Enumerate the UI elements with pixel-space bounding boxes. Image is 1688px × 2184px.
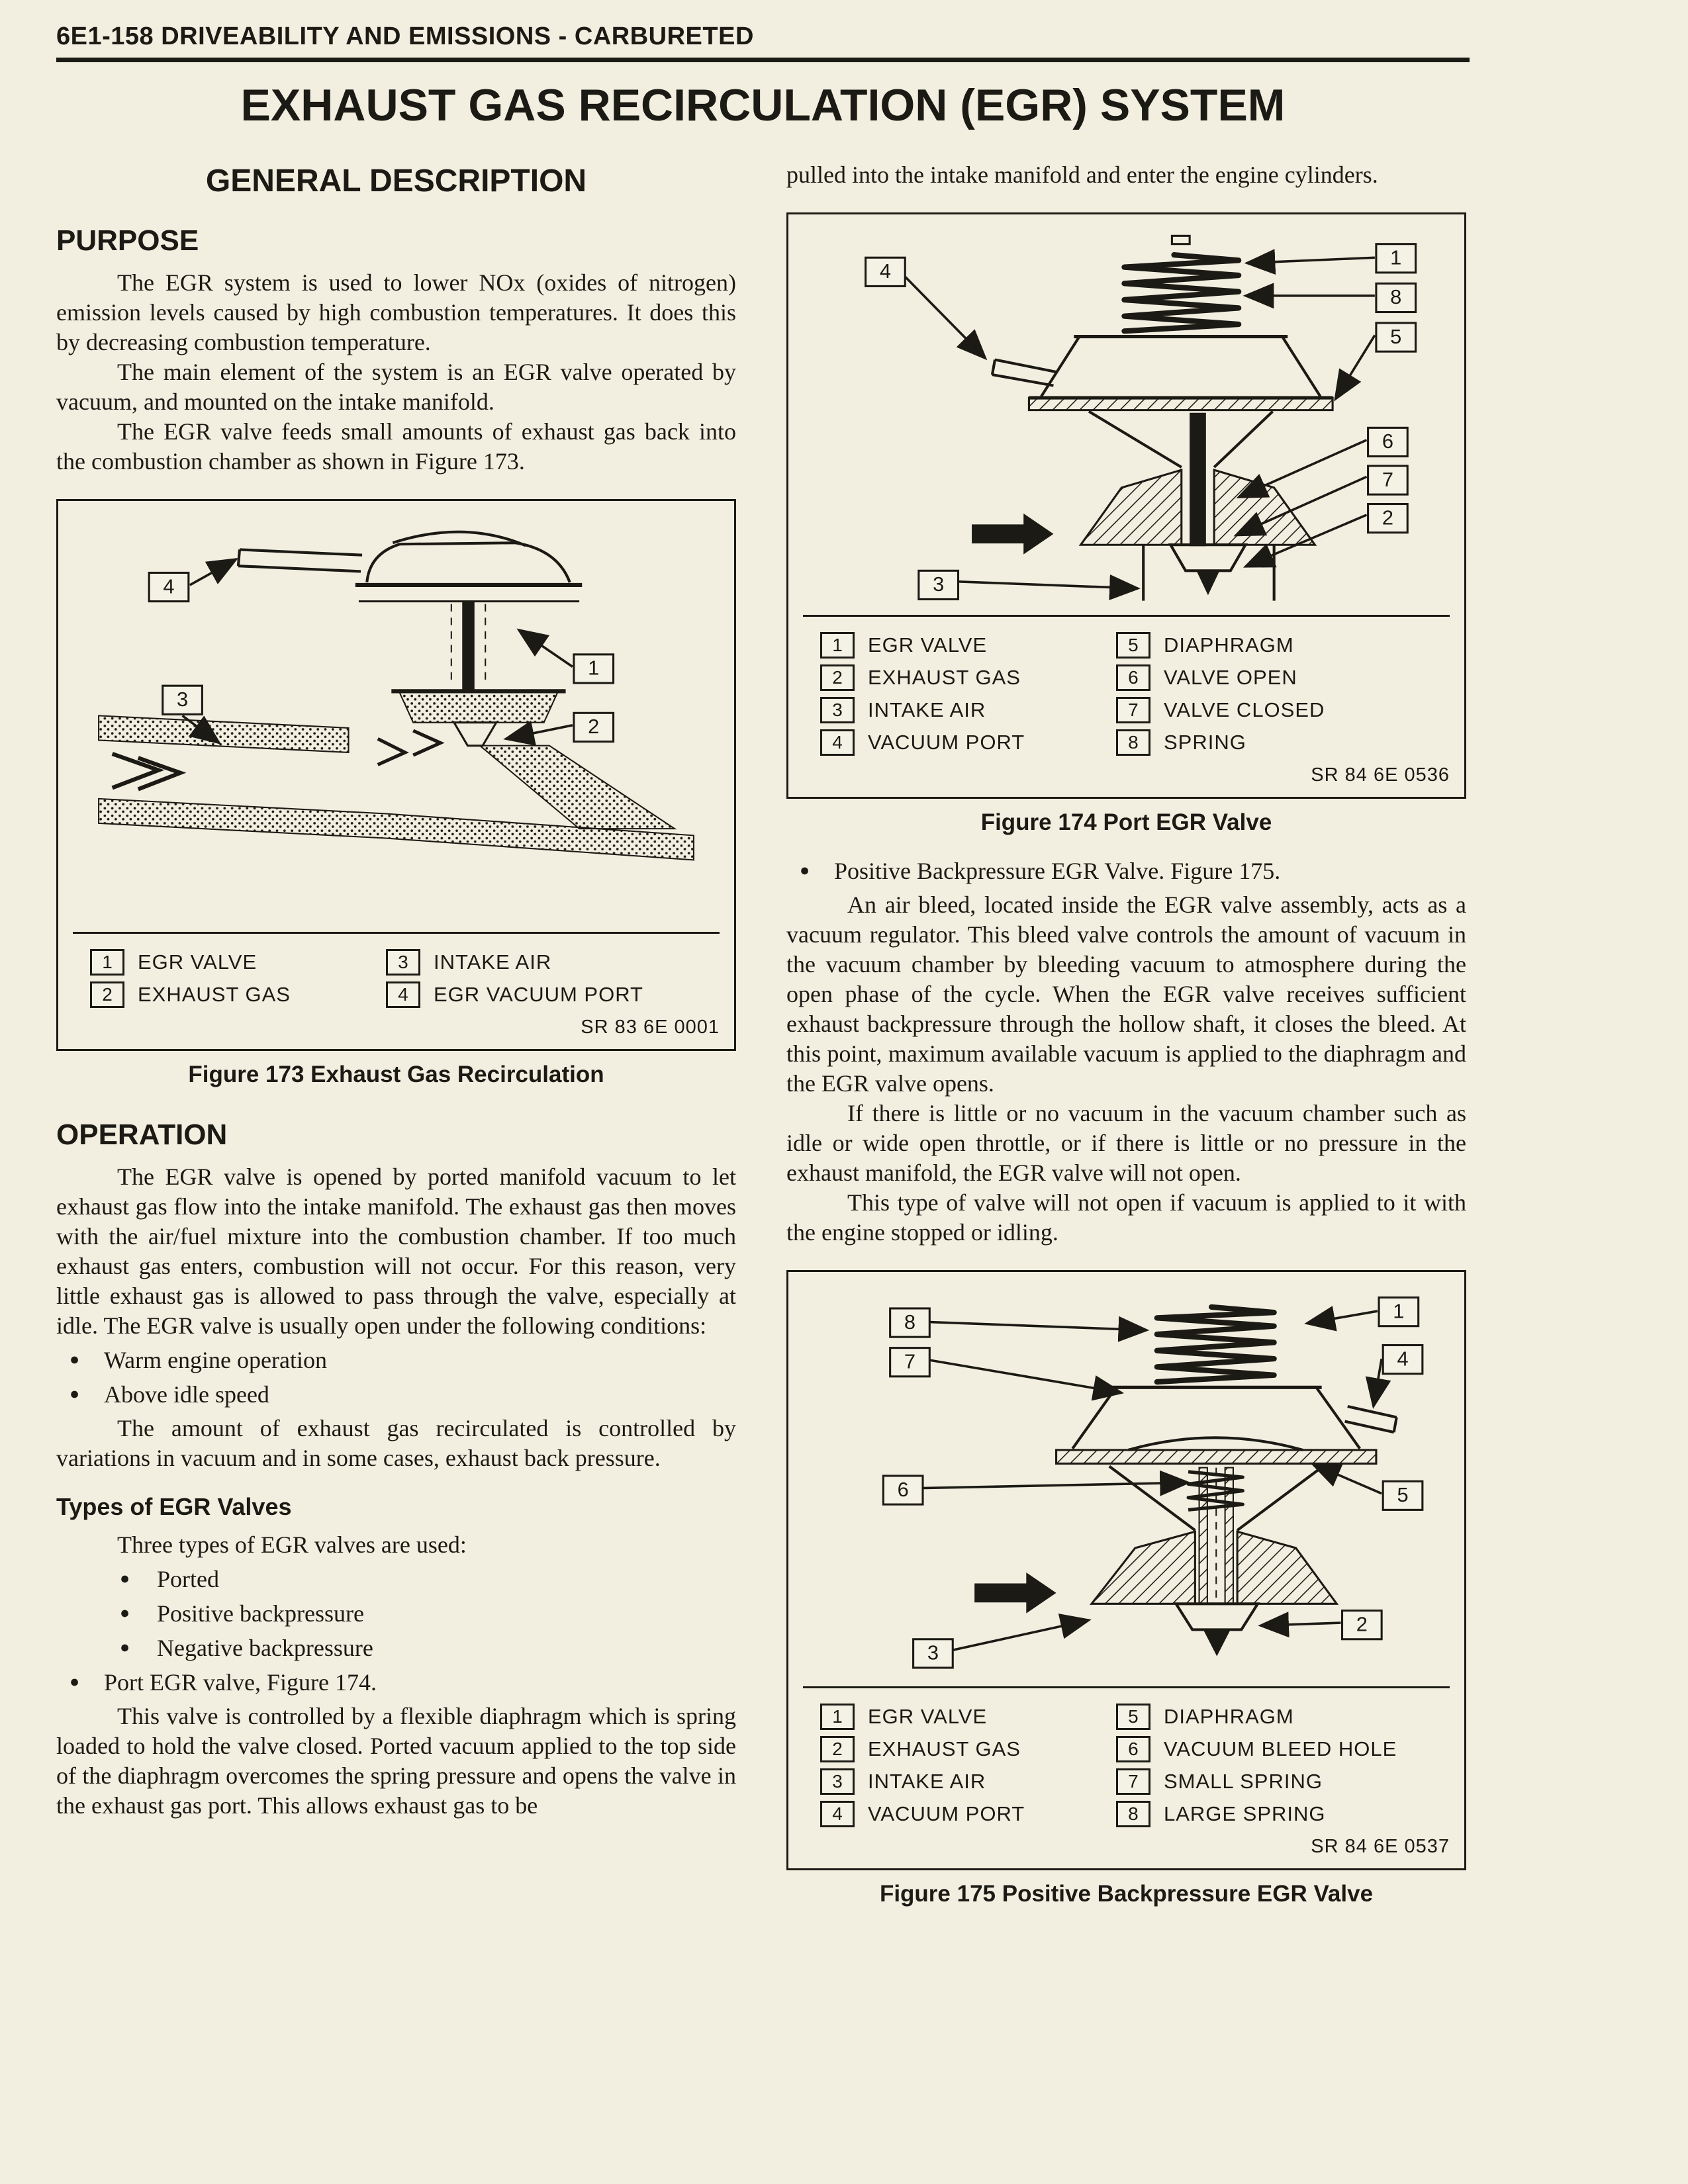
legend-label: VACUUM PORT [868, 1801, 1025, 1825]
legend-divider [803, 1686, 1450, 1688]
legend-label: VACUUM BLEED HOLE [1163, 1737, 1397, 1760]
legend-num: 3 [386, 949, 420, 976]
callout-intake-air [163, 686, 203, 714]
legend-num: 3 [820, 1768, 855, 1795]
legend-num: 2 [820, 664, 855, 691]
port-egr-valve-diagram [803, 228, 1450, 612]
callout-vacuum-port [866, 257, 906, 286]
legend-num: 2 [90, 981, 124, 1008]
type-bullet-ported [56, 1564, 736, 1594]
legend-num: 8 [1116, 729, 1150, 756]
legend-label: INTAKE AIR [868, 1769, 986, 1793]
callout-valve-closed [1368, 466, 1408, 494]
bullet-text: Warm engine operation [104, 1347, 327, 1374]
legend-item [820, 1704, 1116, 1730]
figure-ref-code: SR 83 6E 0001 [581, 1017, 720, 1038]
figure-175 [786, 1270, 1466, 1907]
figure-175-legend [803, 1686, 1450, 1858]
callout-large-spring [890, 1308, 930, 1337]
figure-175-caption: Figure 175 Positive Backpressure EGR Valve [879, 1880, 1374, 1907]
legend-label: EGR VALVE [138, 950, 258, 974]
legend-num: 4 [820, 729, 855, 756]
legend-num: 6 [1116, 664, 1150, 691]
legend-item [386, 949, 720, 976]
legend-label: INTAKE AIR [868, 698, 986, 722]
legend-label: VALVE CLOSED [1163, 698, 1325, 722]
egr-recirculation-diagram [73, 514, 720, 929]
legend-item [820, 729, 1116, 756]
legend-num: 1 [820, 632, 855, 659]
backpressure-paragraph-1: An air bleed, located inside the EGR valve assembly, acts as a vacuum regulator. This bleed valve controls the amount of vacuum in the vacuum chamber by bleeding vacuum to atmosphere during the open phase of the cycle. When the EGR valve receives sufficient exhaust backpressure through the hollow shaft, it closes the bleed. At this point, maximum available vacuum is applied to the diaphragm and the EGR valve opens. [786, 891, 1466, 1097]
purpose-paragraph-1: The EGR system is used to lower NOx (oxides of nitrogen) emission levels caused by high combustion temperatures. It does this by decreasing combustion temperature. [56, 269, 736, 355]
legend-item [1116, 729, 1450, 756]
type-bullet-negative [56, 1633, 736, 1663]
legend-label: LARGE SPRING [1163, 1801, 1326, 1825]
bullet-icon: ● [70, 1385, 80, 1404]
legend-item [1116, 697, 1450, 723]
callout-vacuum-port [1383, 1345, 1423, 1374]
legend-label: EXHAUST GAS [868, 666, 1021, 690]
port-paragraph: This valve is controlled by a flexible diaphragm which is spring loaded to hold the valve closed. Ported vacuum applied to the top side of the diaphragm overcomes the spring pressure and opens the valve in the exhaust gas port. This allows exhaust gas to be [56, 1703, 736, 1819]
types-heading: Types of EGR Valves [56, 1493, 292, 1521]
backpressure-egr-valve-diagram [803, 1285, 1450, 1684]
operation-paragraph-1: The EGR valve is opened by ported manifold vacuum to let exhaust gas flow into the intake manifold. The exhaust gas then moves with the air/fuel mixture into the combustion chamber. If too much exhaust gas enters, combustion will not occur. For this reason, very little exhaust gas is allowed to pass through the valve, especially at idle. The EGR valve is usually open under the following conditions: [56, 1163, 736, 1340]
callout-exhaust-gas [1368, 504, 1408, 533]
legend-label: VACUUM PORT [868, 731, 1025, 754]
operation-paragraph-2: The amount of exhaust gas recirculated is controlled by variations in vacuum and in some cases, exhaust back pressure. [56, 1415, 736, 1472]
svg-text:3: 3 [177, 688, 189, 711]
figure-173-legend [73, 932, 720, 1038]
legend-item [1116, 632, 1450, 659]
callout-small-spring [890, 1348, 930, 1377]
svg-text:6: 6 [897, 1477, 909, 1501]
callout-intake-air [914, 1639, 953, 1668]
purpose-paragraph-3: The EGR valve feeds small amounts of exhaust gas back into the combustion chamber as shown in Figure 173. [56, 418, 736, 475]
legend-num: 3 [820, 697, 855, 723]
callout-egr-valve [574, 655, 614, 683]
svg-text:6: 6 [1382, 430, 1393, 453]
legend-item [90, 949, 386, 976]
callout-spring [1376, 283, 1416, 312]
operation-bullet-2 [56, 1379, 736, 1410]
legend-num: 6 [1116, 1736, 1150, 1762]
types-intro: Three types of EGR valves are used: [117, 1531, 467, 1559]
figure-ref-code: SR 84 6E 0537 [1311, 1835, 1450, 1857]
bullet-icon: ● [120, 1639, 130, 1657]
legend-num: 4 [820, 1801, 855, 1827]
bullet-text: Port EGR valve, Figure 174. [104, 1669, 377, 1696]
svg-text:1: 1 [1393, 1299, 1405, 1323]
bullet-text: Positive Backpressure EGR Valve. Figure 175. [834, 858, 1281, 885]
svg-text:1: 1 [1390, 246, 1402, 269]
legend-divider [803, 615, 1450, 617]
callout-exhaust-gas [574, 713, 614, 741]
legend-num: 5 [1116, 632, 1150, 659]
callout-egr-valve [1379, 1298, 1419, 1326]
two-column-layout [56, 160, 1470, 1927]
legend-item [820, 1736, 1116, 1762]
legend-item [386, 981, 720, 1008]
legend-label: DIAPHRAGM [1163, 633, 1294, 657]
bullet-icon: ● [70, 1351, 80, 1369]
bullet-text: Negative backpressure [157, 1635, 373, 1662]
svg-text:3: 3 [927, 1641, 939, 1664]
legend-item [90, 981, 386, 1008]
svg-text:8: 8 [904, 1310, 916, 1334]
figure-174-box [786, 212, 1466, 799]
figure-173-box [56, 499, 736, 1051]
legend-item [1116, 1768, 1450, 1795]
svg-text:2: 2 [1382, 506, 1393, 529]
legend-label: EGR VALVE [868, 1704, 988, 1728]
callout-vacuum-port [149, 572, 189, 601]
figure-174-caption: Figure 174 Port EGR Valve [980, 809, 1272, 836]
svg-text:3: 3 [933, 572, 945, 596]
figure-174 [786, 212, 1466, 836]
legend-num: 7 [1116, 697, 1150, 723]
svg-text:4: 4 [163, 574, 175, 598]
legend-item [1116, 1801, 1450, 1827]
figure-ref-code: SR 84 6E 0536 [1311, 764, 1450, 786]
figure-175-box [786, 1270, 1466, 1870]
bullet-icon: ● [120, 1570, 130, 1588]
svg-text:7: 7 [904, 1349, 916, 1373]
legend-label: EGR VALVE [868, 633, 988, 657]
bullet-icon: ● [70, 1673, 80, 1692]
legend-label: EXHAUST GAS [868, 1737, 1021, 1760]
legend-divider [73, 932, 720, 934]
legend-label: VALVE OPEN [1163, 666, 1297, 690]
type-bullet-positive [56, 1598, 736, 1629]
continuation-paragraph: pulled into the intake manifold and enter the engine cylinders. [786, 161, 1378, 188]
running-header: 6E1-158 DRIVEABILITY AND EMISSIONS - CARBURETED [56, 23, 754, 50]
svg-text:2: 2 [588, 715, 600, 739]
legend-item [820, 632, 1116, 659]
purpose-heading: PURPOSE [56, 224, 199, 257]
left-column [56, 160, 736, 1927]
svg-text:7: 7 [1382, 467, 1393, 491]
legend-item [820, 1768, 1116, 1795]
legend-item [1116, 1704, 1450, 1730]
legend-num: 1 [820, 1704, 855, 1730]
callout-valve-open [1368, 428, 1408, 456]
legend-label: EGR VACUUM PORT [433, 983, 643, 1007]
general-description-heading: GENERAL DESCRIPTION [205, 163, 587, 199]
callout-diaphragm [1383, 1481, 1423, 1510]
legend-item [820, 1801, 1116, 1827]
svg-text:4: 4 [1397, 1347, 1409, 1371]
operation-heading: OPERATION [56, 1118, 228, 1152]
callout-vacuum-bleed-hole [883, 1476, 923, 1504]
legend-item [1116, 1736, 1450, 1762]
legend-label: EXHAUST GAS [138, 983, 291, 1007]
legend-num: 5 [1116, 1704, 1150, 1730]
bullet-text: Positive backpressure [157, 1600, 364, 1627]
right-column [786, 160, 1466, 1927]
svg-text:2: 2 [1356, 1612, 1368, 1636]
figure-173-caption: Figure 173 Exhaust Gas Recirculation [188, 1062, 604, 1088]
legend-label: INTAKE AIR [433, 950, 552, 974]
figure-173 [56, 499, 736, 1088]
legend-num: 4 [386, 981, 420, 1008]
bullet-text: Ported [157, 1566, 219, 1593]
legend-num: 8 [1116, 1801, 1150, 1827]
backpressure-paragraph-2: If there is little or no vacuum in the vacuum chamber such as idle or wide open throttle, or if there is little or no pressure in the exhaust manifold, the EGR valve will not open. [786, 1100, 1466, 1187]
bullet-icon: ● [120, 1604, 130, 1623]
svg-text:8: 8 [1390, 285, 1402, 309]
svg-text:4: 4 [879, 259, 892, 283]
svg-text:5: 5 [1397, 1483, 1409, 1507]
legend-item [1116, 664, 1450, 691]
legend-num: 1 [90, 949, 124, 976]
legend-item [820, 664, 1116, 691]
page-title: EXHAUST GAS RECIRCULATION (EGR) SYSTEM [240, 80, 1286, 130]
svg-text:5: 5 [1390, 324, 1402, 348]
svg-text:1: 1 [588, 656, 600, 680]
legend-num: 2 [820, 1736, 855, 1762]
legend-item [820, 697, 1116, 723]
bullet-text: Above idle speed [104, 1381, 269, 1408]
legend-label: SPRING [1163, 731, 1246, 754]
purpose-paragraph-2: The main element of the system is an EGR valve operated by vacuum, and mounted on the intake manifold. [56, 359, 736, 415]
legend-label: DIAPHRAGM [1163, 1704, 1294, 1728]
callout-exhaust-gas [1342, 1611, 1382, 1639]
backpressure-paragraph-3: This type of valve will not open if vacuum is applied to it with the engine stopped or idling. [786, 1189, 1466, 1246]
header-rule [56, 58, 1470, 62]
callout-diaphragm [1376, 323, 1416, 351]
operation-bullet-1 [56, 1345, 736, 1375]
bullet-icon: ● [800, 862, 810, 880]
port-egr-bullet [56, 1667, 736, 1698]
legend-num: 7 [1116, 1768, 1150, 1795]
callout-intake-air [919, 570, 959, 599]
figure-174-legend [803, 615, 1450, 786]
legend-label: SMALL SPRING [1163, 1769, 1323, 1793]
positive-backpressure-bullet [786, 856, 1466, 886]
callout-egr-valve [1376, 244, 1416, 273]
